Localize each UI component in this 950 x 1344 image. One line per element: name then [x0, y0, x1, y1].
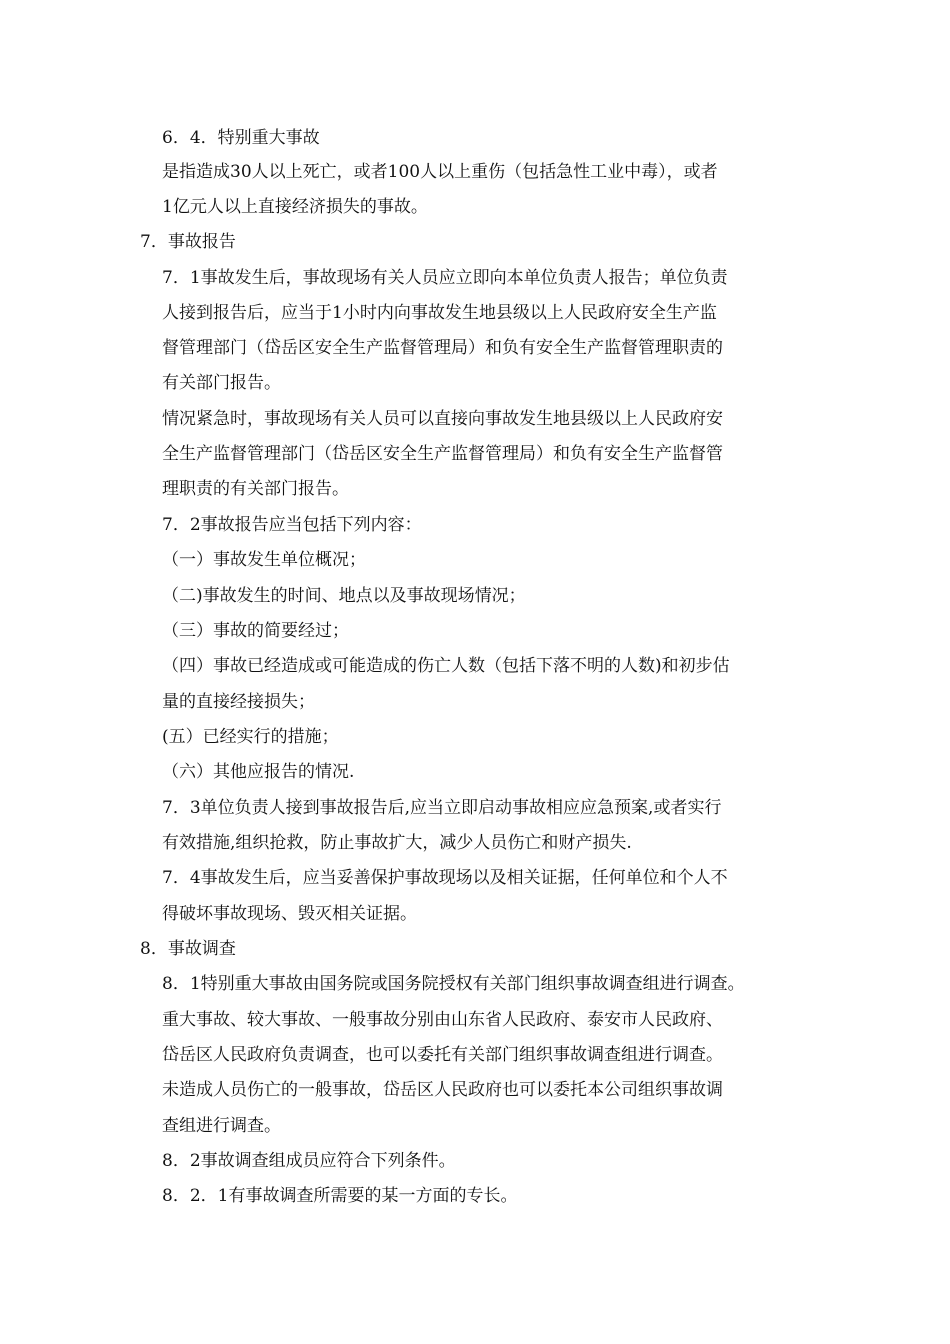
- paragraph-line: 7．4事故发生后，应当妥善保护事故现场以及相关证据，任何单位和个人不: [162, 868, 728, 888]
- list-item: （一）事故发生单位概况；: [162, 550, 366, 570]
- section-8-heading: 8．事故调查: [140, 939, 236, 959]
- list-item: （二)事故发生的时间、地点以及事故现场情况；: [162, 586, 526, 606]
- section-7-heading: 7．事故报告: [140, 232, 236, 252]
- paragraph-line: 8．1特别重大事故由国务院或国务院授权有关部门组织事故调查组进行调查。: [162, 974, 745, 994]
- paragraph-line: 是指造成30人以上死亡，或者100人以上重伤（包括急性工业中毒），或者: [162, 162, 718, 182]
- paragraph-line: 有关部门报告。: [162, 373, 281, 393]
- list-item: （六）其他应报告的情况.: [162, 762, 355, 782]
- paragraph-line: 7．3单位负责人接到事故报告后,应当立即启动事故相应应急预案,或者实行: [162, 798, 722, 818]
- paragraph-line: 理职责的有关部门报告。: [162, 479, 349, 499]
- paragraph-line: 查组进行调查。: [162, 1116, 281, 1136]
- paragraph-line: 8．2．1有事故调查所需要的某一方面的专长。: [162, 1186, 518, 1206]
- paragraph-line: 1亿元人以上直接经济损失的事故。: [162, 197, 428, 217]
- paragraph-line: 7．2事故报告应当包括下列内容：: [162, 515, 422, 535]
- paragraph-line: 8．2事故调查组成员应符合下列条件。: [162, 1151, 456, 1171]
- list-item: （三）事故的简要经过；: [162, 621, 349, 641]
- paragraph-line: 岱岳区人民政府负责调查，也可以委托有关部门组织事故调查组进行调查。: [162, 1045, 723, 1065]
- paragraph-line: 得破坏事故现场、毁灭相关证据。: [162, 904, 417, 924]
- paragraph-line: 情况紧急时，事故现场有关人员可以直接向事故发生地县级以上人民政府安: [162, 409, 723, 429]
- paragraph-line: 未造成人员伤亡的一般事故，岱岳区人民政府也可以委托本公司组织事故调: [162, 1080, 723, 1100]
- paragraph-line: 重大事故、较大事故、一般事故分别由山东省人民政府、泰安市人民政府、: [162, 1010, 723, 1030]
- paragraph-line: 人接到报告后，应当于1小时内向事故发生地县级以上人民政府安全生产监: [162, 303, 717, 323]
- paragraph-line: 全生产监督管理部门（岱岳区安全生产监督管理局）和负有安全生产监督管: [162, 444, 723, 464]
- section-6-4-heading: 6．4．特别重大事故: [162, 128, 320, 148]
- paragraph-line: 有效措施,组织抢救，防止事故扩大，减少人员伤亡和财产损失.: [162, 833, 632, 853]
- list-item: （四）事故已经造成或可能造成的伤亡人数（包括下落不明的人数)和初步估: [162, 656, 730, 676]
- list-item: (五）已经实行的措施；: [162, 727, 339, 747]
- paragraph-line: 7．1事故发生后，事故现场有关人员应立即向本单位负责人报告；单位负责: [162, 268, 728, 288]
- paragraph-line: 督管理部门（岱岳区安全生产监督管理局）和负有安全生产监督管理职责的: [162, 338, 723, 358]
- list-item-continuation: 量的直接经接损失；: [162, 692, 315, 712]
